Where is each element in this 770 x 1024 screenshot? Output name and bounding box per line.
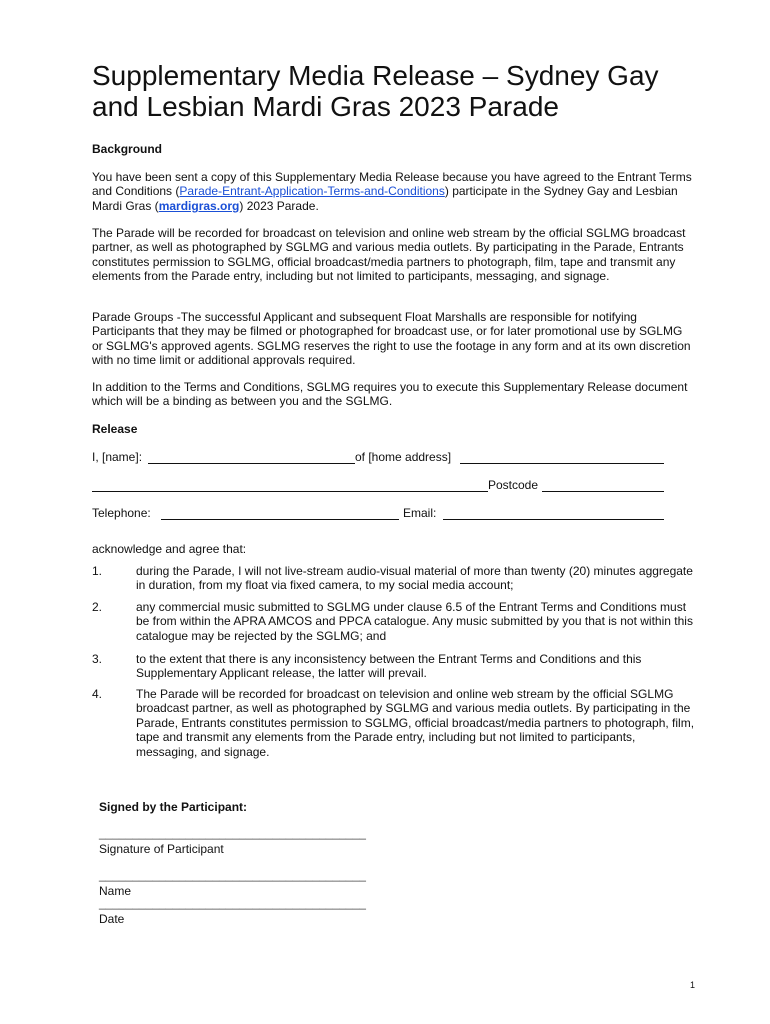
date-label: Date	[99, 912, 125, 926]
email-label: Email:	[403, 506, 437, 520]
name-field[interactable]	[148, 450, 355, 464]
terms-link[interactable]: Parade-Entrant-Application-Terms-and-Conditions	[179, 184, 445, 199]
address-postcode-row	[92, 478, 664, 494]
acknowledge-text: acknowledge and agree that:	[92, 542, 247, 556]
postcode-field[interactable]	[542, 478, 664, 492]
telephone-field[interactable]	[161, 506, 399, 520]
name-sig-label: Name	[99, 884, 132, 898]
date-line[interactable]	[99, 896, 366, 910]
p1-text-mid: ) participate in the Sydney Gay and Lesbian Mardi Gras (	[92, 184, 678, 213]
signature-underline: ________________________________________	[99, 826, 366, 840]
background-heading: Background	[92, 142, 163, 156]
email-field[interactable]	[443, 506, 664, 520]
release-heading: Release	[92, 422, 138, 436]
list-item-number: 4.	[92, 687, 103, 701]
page-number: 1	[690, 980, 696, 990]
list-item-text: to the extent that there is any inconsistency between the Entrant Terms and Conditions and this Supplementary Applicant release, the latter will prevail.	[136, 652, 642, 681]
background-paragraph-3: Parade Groups -The successful Applicant and subsequent Float Marshalls are responsible for notifying Participants that they may be filmed or photographed for broadcast use, or for later promotional use by SGLMG or SGLMG's approved agents. SGLMG reserves the right to use the footage in any form and at its own discretion with no time limit or additional approvals required.	[92, 310, 691, 368]
p1-text-start: You have been sent a copy of this Supplementary Media Release because you have agreed to the Entrant Terms and Conditions (	[92, 170, 692, 199]
postcode-label: Postcode	[488, 478, 539, 492]
list-item-text: any commercial music submitted to SGLMG under clause 6.5 of the Entrant Terms and Conditions must be from within the APRA AMCOS and PPCA catalogue. Any music submitted by you that is not within this catalogue may be rejected by the SGLMG; and	[136, 600, 693, 643]
name-line[interactable]	[99, 868, 366, 882]
list-item-text: The Parade will be recorded for broadcast on television and online web stream by the official SGLMG broadcast partner, as well as photographed by SGLMG and various media outlets. By participating in the Parade, Entrants constitutes permission to SGLMG, official broadcast/media partners to photograph, film, tape and transmit any elements from the Parade entry, including but not limited to participants, messaging, and signage.	[136, 687, 695, 759]
address-label: of [home address]	[355, 450, 452, 464]
name-label: I, [name]:	[92, 450, 143, 464]
address-field[interactable]	[460, 450, 664, 464]
list-item-number: 1.	[92, 564, 103, 578]
name-underline: ________________________________________	[99, 868, 366, 882]
list-item-number: 2.	[92, 600, 103, 614]
date-underline: ________________________________________	[99, 896, 366, 910]
background-paragraph-4: In addition to the Terms and Conditions, SGLMG requires you to execute this Supplementary Release document which will be a binding as between you and the SGLMG.	[92, 380, 688, 409]
background-paragraph-2: The Parade will be recorded for broadcast on television and online web stream by the official SGLMG broadcast partner, as well as photographed by SGLMG and various media outlets. By participating in the Parade, Entrants constitutes permission to SGLMG, official broadcast/media partners to photograph, film, tape and transmit any elements from the Parade entry, including but not limited to participants, messaging, and signage.	[92, 226, 686, 284]
signed-heading: Signed by the Participant:	[99, 800, 248, 814]
telephone-label: Telephone:	[92, 506, 151, 520]
address-line-2-field[interactable]	[92, 478, 488, 492]
telephone-email-row	[92, 506, 664, 522]
mardigras-link[interactable]: mardigras.org	[158, 198, 240, 213]
signature-label: Signature of Participant	[99, 842, 224, 856]
background-paragraph-1	[92, 170, 692, 213]
p1-text-end: ) 2023 Parade.	[239, 198, 319, 213]
name-address-row	[92, 450, 664, 466]
signature-line[interactable]	[99, 826, 366, 840]
list-item-number: 3.	[92, 652, 103, 666]
page-title: Supplementary Media Release – Sydney Gay and Lesbian Mardi Gras 2023 Parade	[92, 60, 659, 122]
list-item-text: during the Parade, I will not live-stream audio-visual material of more than twenty (20) minutes aggregate in duration, from my float via fixed camera, to my social media account;	[136, 564, 693, 593]
